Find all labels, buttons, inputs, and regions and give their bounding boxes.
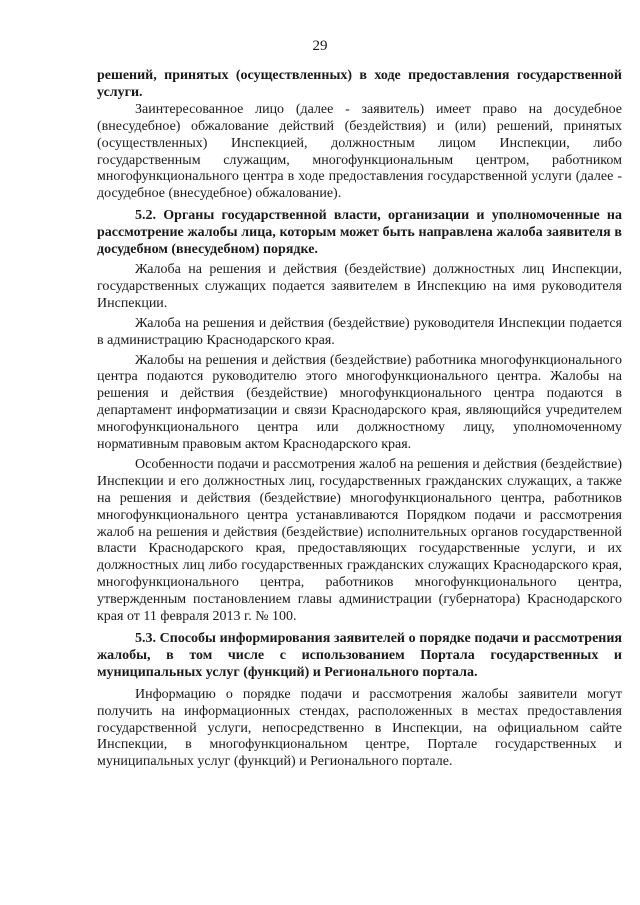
paragraph-procedure-features: Особенности подачи и рассмотрения жалоб на решения и действия (бездействие) Инспекции и его должностных лиц, государственных гражданских служащих, а также на решения и действия (бездействие) многофункционального центра, работников многофункционального центра устанавливаются Порядком подачи и рассмотрения жалоб на решения и действия (бездействие) исполнительных органов государственной власти Краснодарского края, предоставляющих государственные услуги, и их должностных лиц либо государственных гражданских служащих Краснодарского края, многофункционального центра, работников многофункционального центра, утвержденным постановлением главы администрации (губернатора) Краснодарского края от 11 февраля 2013 г. № 100. (97, 456, 622, 625)
section-heading-5-3: 5.3. Способы информирования заявителей о порядке подачи и рассмотрения жалобы, в том числе с использованием Портала государственных и муниципальных услуг (функций) и Регионального портала. (97, 631, 622, 680)
paragraph-complaint-head: Жалоба на решения и действия (бездействие) руководителя Инспекции подается в администрацию Краснодарского края. (97, 315, 622, 348)
section-heading-5-2: 5.2. Органы государственной власти, организации и уполномоченные на рассмотрение жалобы лица, которым может быть направлена жалоба заявителя в досудебном (внесудебном) порядке. (97, 208, 622, 258)
paragraph-complaint-mfc: Жалобы на решения и действия (бездействие) работника многофункционального центра подаются руководителю этого многофункционального центра. Жалобы на решения и действия (бездействие) многофункционального центра подаются в департамент информатизации и связи Краснодарского края, являющийся учредителем многофункционального центра или должностному лицу, уполномоченному нормативным правовым актом Краснодарского края. (97, 352, 622, 453)
paragraph-information-sources: Информацию о порядке подачи и рассмотрения жалобы заявители могут получить на информационных стендах, расположенных в местах предоставления государственной услуги, непосредственно в Инспекции, на официальном сайте Инспекции, в многофункциональном центре, Портале государственных и муниципальных услуг (функций) и Регионального портале. (97, 686, 622, 770)
page-body (97, 68, 622, 771)
paragraph-appeal-right: Заинтересованное лицо (далее - заявитель) имеет право на досудебное (внесудебное) обжалование действий (бездействия) и (или) решений, принятых (осуществленных) Инспекцией, должностным лицом Инспекции, либо государственным служащим, многофункциональным центром, работником многофункционального центра в ходе предоставления государственной услуги (далее - досудебное (внесудебное) обжалование). (97, 101, 622, 202)
section-heading-continuation: решений, принятых (осуществленных) в ходе предоставления государственной услуги. (97, 68, 622, 100)
paragraph-complaint-officials: Жалоба на решения и действия (бездействие) должностных лиц Инспекции, государственных служащих подается заявителем в Инспекцию на имя руководителя Инспекции. (97, 261, 622, 311)
page-number: 29 (312, 38, 328, 54)
